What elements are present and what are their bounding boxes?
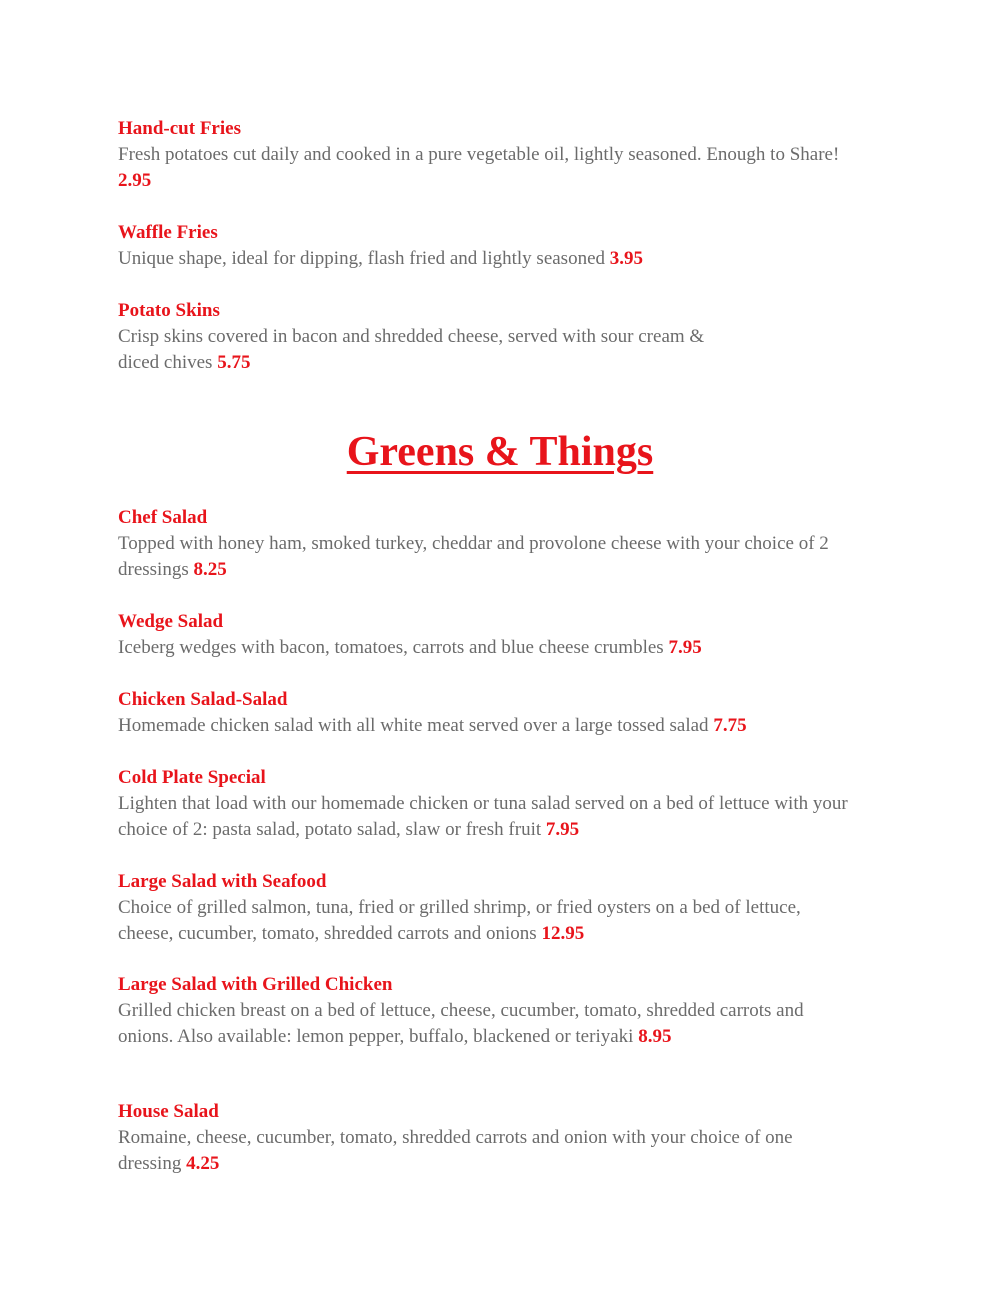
item-description: Grilled chicken breast on a bed of lettuce, cheese, cucumber, tomato, shredded carrots and	[118, 1000, 804, 1021]
item-description-text: diced chives	[118, 352, 218, 373]
item-description	[118, 246, 878, 272]
menu-item-chicken-salad-salad	[118, 687, 878, 739]
item-name: House Salad	[118, 1101, 219, 1122]
menu-item-wedge-salad	[118, 609, 878, 661]
item-price: 2.95	[118, 170, 152, 191]
menu-item-waffle-fries	[118, 220, 878, 272]
item-name: Chef Salad	[118, 507, 208, 528]
menu-item-potato-skins	[118, 298, 878, 376]
item-description-text: Homemade chicken salad with all white meat served over a large tossed salad	[118, 715, 714, 736]
item-description-line-2	[118, 1151, 878, 1177]
item-description: Topped with honey ham, smoked turkey, cheddar and provolone cheese with your choice of 2	[118, 533, 829, 554]
item-description: Lighten that load with our homemade chicken or tuna salad served on a bed of lettuce with your	[118, 793, 848, 814]
item-description	[118, 713, 878, 739]
item-price: 12.95	[541, 923, 585, 944]
menu-item-cold-plate-special	[118, 765, 878, 843]
item-name: Hand-cut Fries	[118, 118, 241, 139]
menu-item-chef-salad	[118, 505, 878, 583]
item-description-text: Unique shape, ideal for dipping, flash fried and lightly seasoned	[118, 248, 610, 269]
item-description-line-2	[118, 168, 878, 194]
item-description	[118, 635, 878, 661]
section-heading: Greens & Things	[346, 429, 654, 475]
item-description-line-2	[118, 557, 878, 583]
item-price: 7.95	[545, 819, 580, 840]
item-price: 8.25	[193, 559, 227, 580]
item-price: 7.95	[668, 637, 702, 658]
menu-item-hand-cut-fries	[118, 116, 878, 194]
item-price: 8.95	[638, 1026, 672, 1047]
item-description: Choice of grilled salmon, tuna, fried or grilled shrimp, or fried oysters on a bed of lettuce,	[118, 897, 801, 918]
menu-item-large-salad-seafood	[118, 869, 878, 947]
item-name: Waffle Fries	[118, 222, 218, 243]
item-description-text: Iceberg wedges with bacon, tomatoes, carrots and blue cheese crumbles	[118, 637, 669, 658]
item-description: Romaine, cheese, cucumber, tomato, shredded carrots and onion with your choice of one	[118, 1127, 793, 1148]
item-description-text: onions. Also available: lemon pepper, buffalo, blackened or teriyaki	[118, 1026, 639, 1047]
item-name: Cold Plate Special	[118, 767, 266, 788]
item-description-text: cheese, cucumber, tomato, shredded carrots and onions	[118, 923, 542, 944]
item-description: Fresh potatoes cut daily and cooked in a pure vegetable oil, lightly seasoned. Enough to Share!	[118, 144, 840, 165]
item-description-text: choice of 2: pasta salad, potato salad, slaw or fresh fruit	[118, 819, 546, 840]
item-name: Wedge Salad	[118, 611, 224, 632]
item-description: Crisp skins covered in bacon and shredded cheese, served with sour cream &	[118, 326, 705, 347]
item-price: 7.75	[713, 715, 747, 736]
item-name: Potato Skins	[118, 300, 220, 321]
item-price: 4.25	[186, 1153, 220, 1174]
item-description-line-2	[118, 817, 878, 843]
item-name: Chicken Salad-Salad	[118, 689, 288, 710]
item-name: Large Salad with Seafood	[118, 871, 327, 892]
item-description-line-2	[118, 350, 878, 376]
item-price: 5.75	[217, 352, 251, 373]
menu-item-house-salad	[118, 1099, 878, 1177]
item-name: Large Salad with Grilled Chicken	[118, 974, 393, 995]
item-description-text: dressings	[118, 559, 194, 580]
item-description-text: dressing	[118, 1153, 187, 1174]
item-description-line-2	[118, 921, 878, 947]
menu-item-large-salad-grilled-chicken	[118, 972, 878, 1050]
item-description-line-2	[118, 1024, 878, 1050]
item-price: 3.95	[609, 248, 644, 269]
